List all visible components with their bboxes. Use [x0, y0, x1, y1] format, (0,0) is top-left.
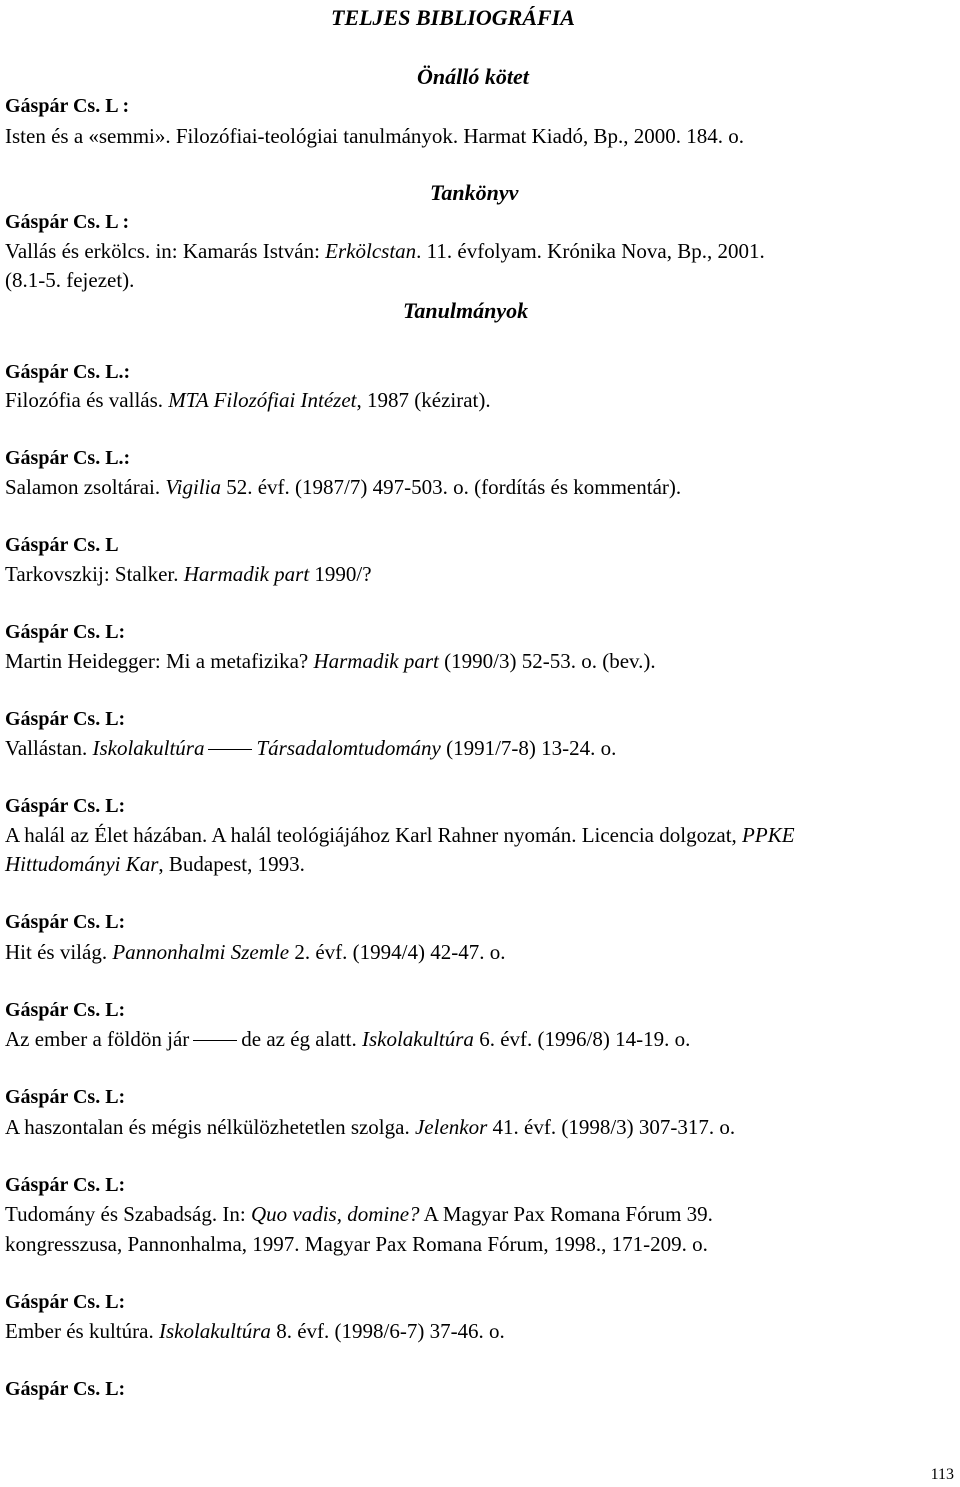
entry-text: , Budapest, 1993.	[158, 852, 305, 876]
entry-text: . 11. évfolyam. Krónika Nova, Bp., 2001.	[416, 239, 765, 263]
bib-entry	[5, 238, 765, 264]
entry-text: de az ég alatt.	[241, 1027, 362, 1051]
entry-text: (1991/7-8) 13-24. o.	[440, 736, 617, 760]
entry-text: 2. évf. (1994/4) 42-47. o.	[289, 940, 506, 964]
entry-text: Vallás és erkölcs. in: Kamarás István:	[5, 239, 326, 263]
entry-text: Vallástan.	[5, 736, 93, 760]
entry-italic-text: Erkölcstan	[325, 239, 417, 263]
bib-entry	[5, 561, 372, 587]
em-dash	[193, 1040, 237, 1041]
entry-text: 8. évf. (1998/6-7) 37-46. o.	[270, 1319, 505, 1343]
entry-italic-text: Jelenkor	[414, 1115, 488, 1139]
bib-entry	[5, 822, 795, 848]
author-line: Gáspár Cs. L:	[5, 1291, 126, 1313]
author-line: Gáspár Cs. L:	[5, 911, 126, 933]
bib-entry-continuation	[5, 267, 134, 293]
author-line: Gáspár Cs. L:	[5, 1174, 126, 1196]
entry-text: kongresszusa, Pannonhalma, 1997. Magyar Pax Romana Fórum, 1998., 171-209. o.	[5, 1232, 708, 1256]
author-line: Gáspár Cs. L :	[5, 95, 130, 117]
bib-entry	[5, 1026, 690, 1052]
entry-text: , 1987 (kézirat).	[356, 388, 491, 412]
bib-entry	[5, 387, 491, 413]
entry-italic-text: Iskolakultúra	[361, 1027, 474, 1051]
em-dash	[208, 749, 252, 750]
bib-entry	[5, 1318, 505, 1344]
page-title: TELJES BIBLIOGRÁFIA	[331, 5, 575, 30]
entry-text: A halál az Élet házában. A halál teológiájához Karl Rahner nyomán. Licencia dolgozat,	[5, 823, 743, 847]
bib-entry	[5, 735, 616, 761]
author-line: Gáspár Cs. L :	[5, 211, 130, 233]
entry-text: A Magyar Pax Romana Fórum 39.	[419, 1202, 713, 1226]
entry-text: Isten és a «semmi». Filozófiai-teológiai tanulmányok. Harmat Kiadó, Bp., 2000. 184. o.	[5, 124, 744, 148]
bib-entry	[5, 648, 656, 674]
author-line: Gáspár Cs. L:	[5, 1378, 126, 1400]
bib-entry	[5, 1114, 735, 1140]
bib-entry	[5, 474, 681, 500]
bib-entry-continuation	[5, 851, 305, 877]
entry-text: A haszontalan és mégis nélkülözhetetlen szolga.	[5, 1115, 415, 1139]
entry-text: (1990/3) 52-53. o. (bev.).	[438, 649, 656, 673]
bib-entry	[5, 939, 505, 965]
bib-entry-continuation	[5, 1231, 708, 1257]
bib-entry	[5, 123, 744, 149]
author-line: Gáspár Cs. L:	[5, 708, 126, 730]
entry-text: 6. évf. (1996/8) 14-19. o.	[473, 1027, 691, 1051]
entry-text: Tudomány és Szabadság. In:	[5, 1202, 251, 1226]
entry-text: Tarkovszkij: Stalker.	[5, 562, 184, 586]
entry-text: 52. évf. (1987/7) 497-503. o. (fordítás és kommentár).	[220, 475, 682, 499]
entry-italic-text: Hittudományi Kar	[5, 852, 159, 876]
author-line: Gáspár Cs. L:	[5, 999, 126, 1021]
author-line: Gáspár Cs. L:	[5, 795, 126, 817]
entry-italic-text: Iskolakultúra	[158, 1319, 271, 1343]
author-line: Gáspár Cs. L.:	[5, 447, 131, 469]
entry-text: 41. évf. (1998/3) 307-317. o.	[487, 1115, 736, 1139]
entry-italic-text: Iskolakultúra	[92, 736, 205, 760]
page-number: 113	[930, 1466, 954, 1483]
bib-entry	[5, 1201, 713, 1227]
entry-text: Ember és kultúra.	[5, 1319, 159, 1343]
author-line: Gáspár Cs. L:	[5, 1086, 126, 1108]
entry-italic-text: PPKE	[742, 823, 795, 847]
section-heading-tankonyv: Tankönyv	[430, 180, 519, 205]
entry-text: Salamon zsoltárai.	[5, 475, 166, 499]
entry-text: Martin Heidegger: Mi a metafizika?	[5, 649, 314, 673]
entry-italic-text: Quo vadis, domine?	[250, 1202, 420, 1226]
entry-text: 1990/?	[309, 562, 372, 586]
entry-text: (8.1-5. fejezet).	[5, 268, 135, 292]
entry-text: Filozófia és vallás.	[5, 388, 169, 412]
entry-italic-text: Harmadik part	[183, 562, 310, 586]
entry-italic-text: Pannonhalmi Szemle	[112, 940, 290, 964]
section-heading-onallo-kotet: Önálló kötet	[417, 64, 529, 89]
entry-italic-text: Vigilia	[165, 475, 221, 499]
author-line: Gáspár Cs. L.:	[5, 361, 131, 383]
entry-italic-text: Társadalomtudomány	[256, 736, 441, 760]
entry-text: Az ember a földön jár	[5, 1027, 190, 1051]
entry-italic-text: Harmadik part	[313, 649, 439, 673]
author-line: Gáspár Cs. L	[5, 534, 119, 556]
section-heading-tanulmanyok: Tanulmányok	[403, 298, 529, 323]
author-line: Gáspár Cs. L:	[5, 621, 126, 643]
entry-text: Hit és világ.	[5, 940, 113, 964]
entry-italic-text: MTA Filozófiai Intézet	[168, 388, 357, 412]
